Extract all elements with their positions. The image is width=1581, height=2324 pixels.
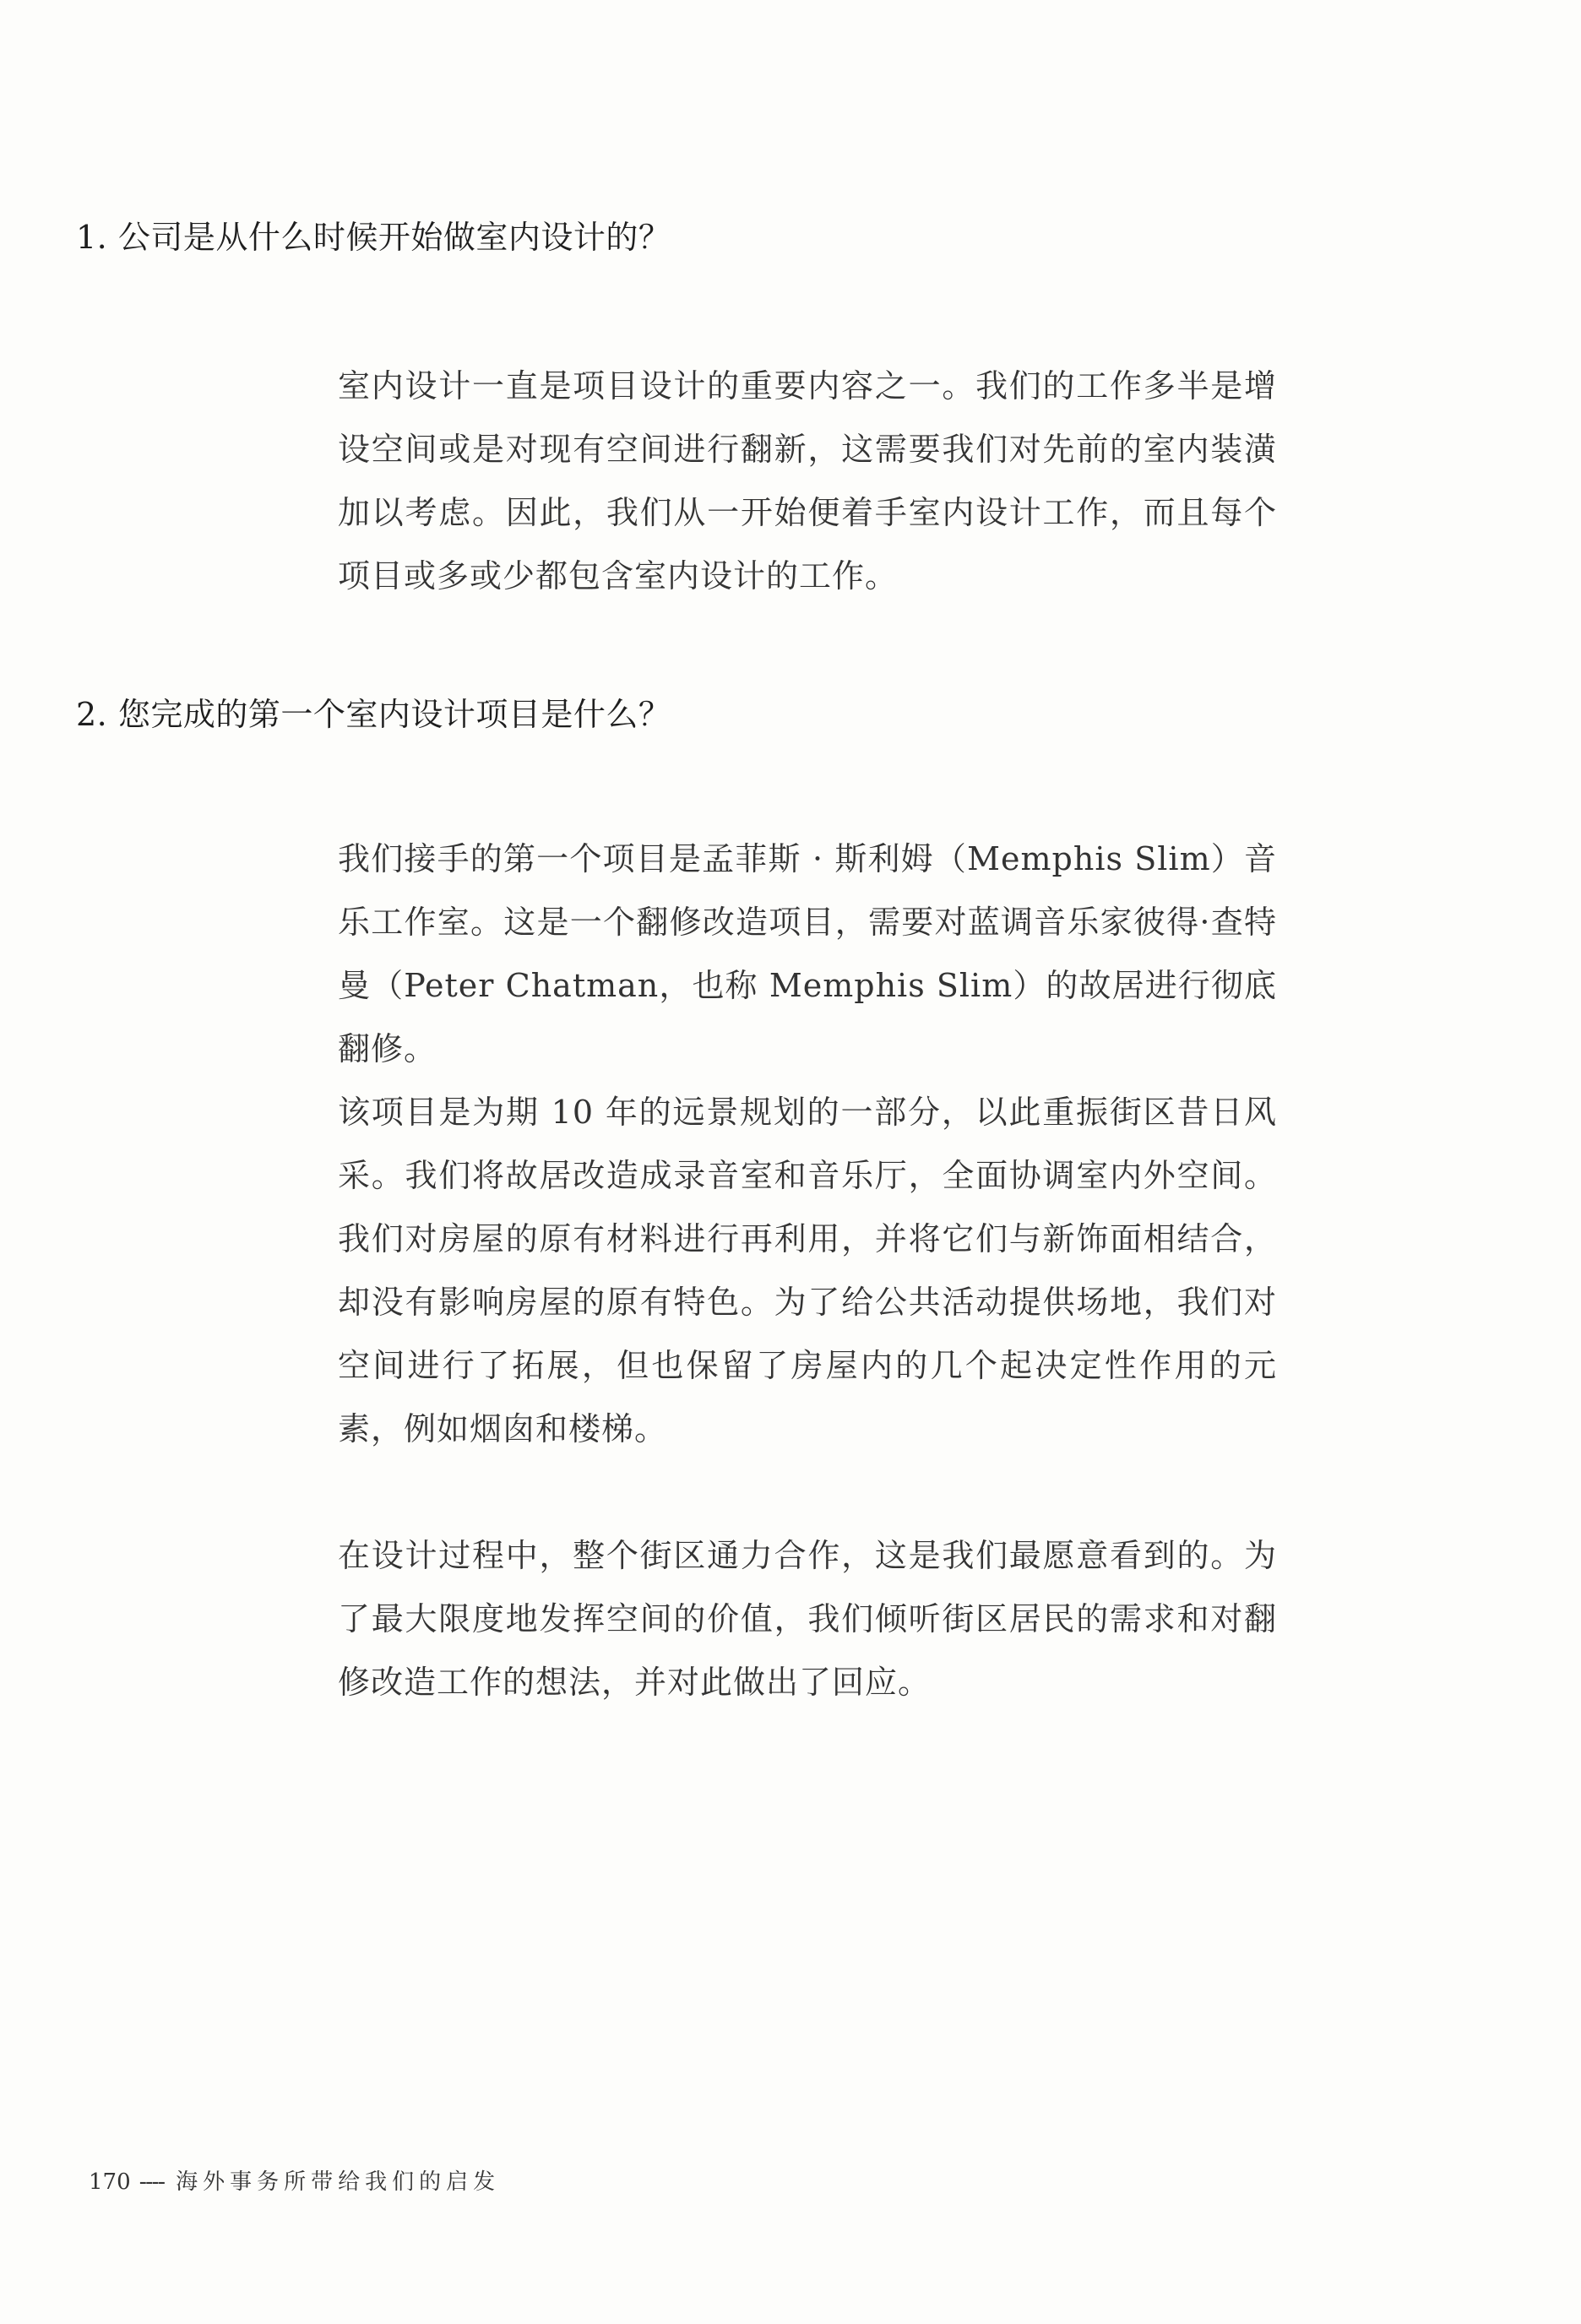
footer-separator: ---- — [139, 2169, 165, 2195]
question-heading-2: 2. 您完成的第一个室内设计项目是什么？ — [76, 696, 671, 733]
answer-paragraph: 室内设计一直是项目设计的重要内容之一。我们的工作多半是增设空间或是对现有空间进行翻新，这需要我们对先前的室内装潢加以考虑。因此，我们从一开始便着手室内设计工作，而且每个项目或多或少都包含室内设计的工作。 — [338, 367, 1277, 595]
answer-paragraph: 我们接手的第一个项目是孟菲斯 · 斯利姆（Memphis Slim）音乐工作室。这是一个翻修改造项目，需要对蓝调音乐家彼得·查特曼（Peter Chatman，也称 Memphis Slim）的故居进行彻底翻修。 — [338, 840, 1277, 1067]
answer-paragraph: 该项目是为期 10 年的远景规划的一部分，以此重振街区昔日风采。我们将故居改造成录音室和音乐厅，全面协调室内外空间。我们对房屋的原有材料进行再利用，并将它们与新饰面相结合，却没有影响房屋的原有特色。为了给公共活动提供场地，我们对空间进行了拓展，但也保留了房屋内的几个起决定性作用的元素，例如烟囱和楼梯。 — [338, 1094, 1277, 1447]
answer-paragraph: 在设计过程中，整个街区通力合作，这是我们最愿意看到的。为了最大限度地发挥空间的价值，我们倾听街区居民的需求和对翻修改造工作的想法，并对此做出了回应。 — [338, 1537, 1277, 1701]
page-footer — [89, 2167, 500, 2197]
page-number: 170 — [89, 2169, 131, 2195]
running-title: 海外事务所带给我们的启发 — [176, 2169, 501, 2195]
question-heading-1: 1. 公司是从什么时候开始做室内设计的？ — [76, 219, 671, 256]
